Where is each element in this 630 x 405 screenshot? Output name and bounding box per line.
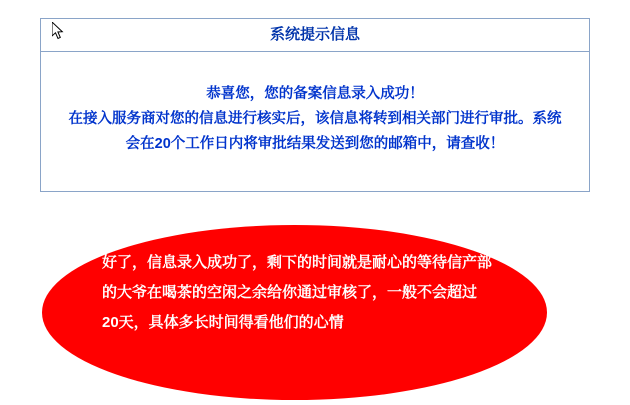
notice-line-2: 在接入服务商对您的信息进行核实后，该信息将转到相关部门进行审批。系统会在20个工作日内将审批结果发送到您的邮箱中，请查收！: [68, 111, 562, 152]
annotation-callout: [42, 225, 547, 400]
system-notice-panel: [40, 18, 590, 192]
notice-line-1: 恭喜您，您的备案信息录入成功！: [206, 86, 424, 102]
annotation-text: 好了，信息录入成功了，剩下的时间就是耐心的等待信产部的大爷在喝茶的空闲之余给你通过审核了，一般不会超过20天，具体多长时间得看他们的心情: [102, 254, 493, 331]
notice-title: 系统提示信息: [41, 19, 589, 52]
notice-body: [41, 52, 589, 191]
